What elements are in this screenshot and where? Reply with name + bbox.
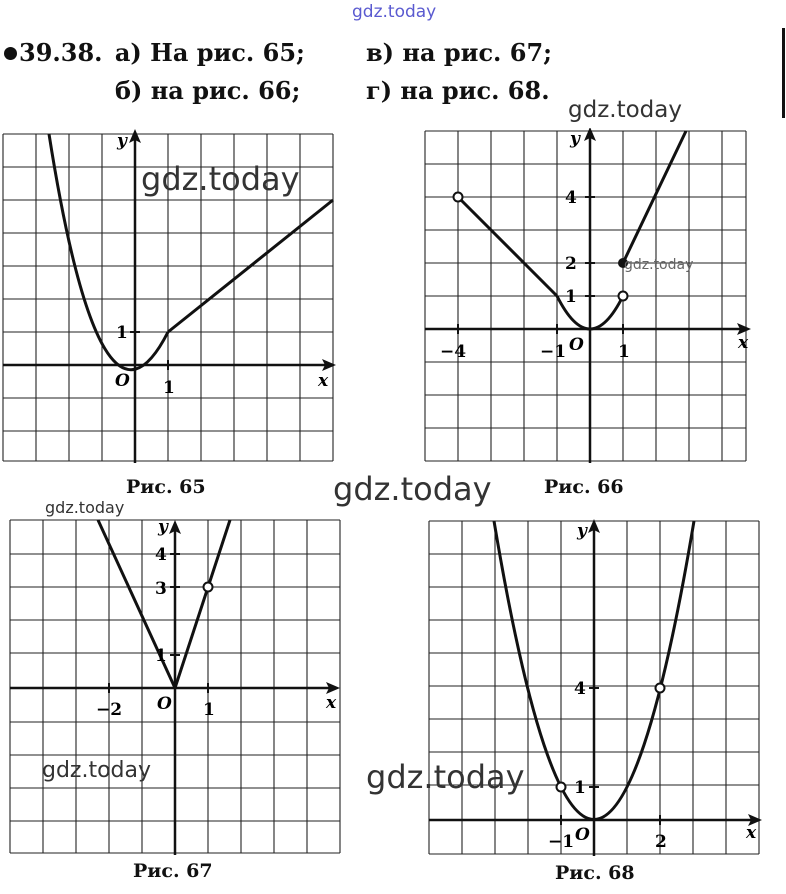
curve-line-left-66 (458, 197, 557, 296)
x-axis-label-68: x (746, 823, 757, 843)
part-b: б) на рис. 66; (115, 76, 301, 105)
origin-label-66: O (569, 335, 584, 355)
problem-line-1 (4, 38, 305, 67)
page-edge-bar (782, 28, 785, 118)
y-tick-1-66: 1 (565, 287, 577, 307)
x-tick-neg1-66: −1 (540, 342, 567, 362)
watermark-fig68: gdz.today (366, 758, 525, 796)
watermark-top: gdz.today (352, 2, 437, 22)
x-tick-neg4-66: −4 (440, 342, 467, 362)
open-point-68-a (557, 783, 566, 792)
figure-67 (0, 515, 350, 855)
part-a: а) На рис. 65; (114, 38, 305, 67)
y-tick-1-68: 1 (574, 778, 586, 798)
open-point-68-b (656, 684, 665, 693)
caption-fig65: Рис. 65 (126, 476, 206, 498)
y-axis-label-65: y (117, 131, 127, 151)
y-axis-label-68: y (577, 521, 587, 541)
bullet-icon (4, 47, 17, 60)
x-tick-neg1-68: −1 (548, 832, 575, 852)
y-tick-4-68: 4 (574, 679, 586, 699)
y-tick-1-65: 1 (116, 323, 128, 343)
caption-fig66: Рис. 66 (544, 476, 624, 498)
x-tick-2-68: 2 (655, 832, 667, 852)
figure-68 (424, 518, 769, 858)
x-tick-neg2-67: −2 (96, 700, 123, 720)
x-tick-1-65: 1 (163, 378, 175, 398)
x-axis-label-66: x (738, 333, 749, 353)
caption-fig68: Рис. 68 (555, 862, 635, 884)
caption-fig67: Рис. 67 (133, 860, 213, 882)
problem-number: 39.38. (19, 38, 103, 67)
y-tick-1-67: 1 (155, 646, 167, 666)
x-tick-1-66: 1 (618, 342, 630, 362)
part-g: г) на рис. 68. (366, 76, 550, 105)
origin-label-68: O (575, 825, 590, 845)
part-v: в) на рис. 67; (366, 38, 553, 67)
y-tick-4-66: 4 (565, 188, 577, 208)
figure-66 (420, 128, 760, 468)
x-axis-label-67: x (326, 693, 337, 713)
y-tick-3-67: 3 (155, 579, 167, 599)
curve-line-right-67 (175, 520, 230, 688)
origin-label-65: O (115, 371, 130, 391)
y-tick-2-66: 2 (565, 254, 577, 274)
x-axis-label-65: x (318, 371, 329, 391)
open-point-66-b (619, 292, 628, 301)
y-axis-label-66: y (570, 129, 580, 149)
watermark-fig66-small: gdz.today (624, 257, 694, 273)
y-tick-4-67: 4 (155, 545, 167, 565)
open-point-67 (204, 583, 213, 592)
axes-68 (429, 519, 762, 856)
watermark-fig67-bottom: gdz.today (42, 758, 152, 783)
y-axis-label-67: y (158, 517, 168, 537)
origin-label-67: O (157, 694, 172, 714)
watermark-fig65: gdz.today (141, 160, 300, 198)
watermark-fig66-top: gdz.today (568, 97, 682, 123)
x-tick-1-67: 1 (203, 700, 215, 720)
watermark-middle: gdz.today (333, 470, 492, 508)
watermark-fig67-top: gdz.today (45, 498, 125, 517)
open-point-66-a (454, 193, 463, 202)
